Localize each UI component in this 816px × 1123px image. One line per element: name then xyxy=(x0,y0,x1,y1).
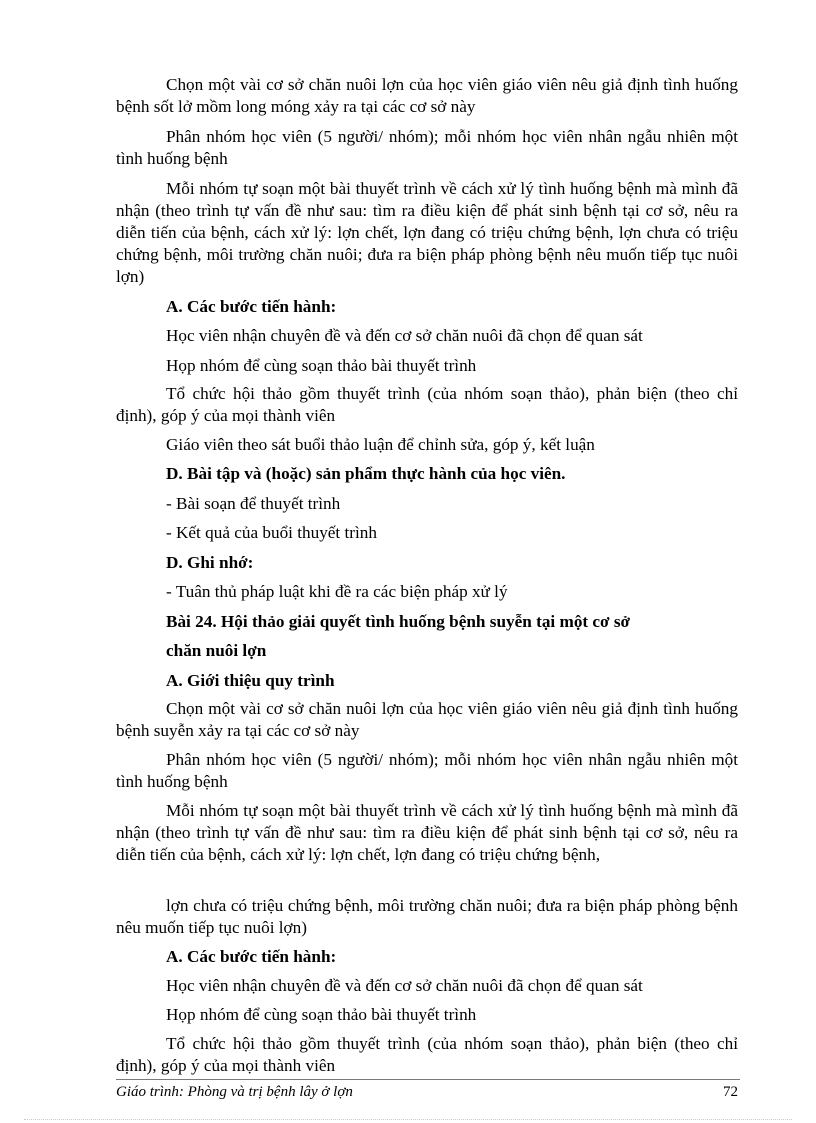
page-number: 72 xyxy=(723,1084,738,1100)
step-1-3: Tổ chức hội thảo gồm thuyết trình (của nhóm soạn thảo), phản biện (theo chỉ định), góp ý của mọi thành viên xyxy=(116,384,738,425)
paragraph-grouping-1: Phân nhóm học viên (5 người/ nhóm); mỗi nhóm học viên nhân ngẫu nhiên một tình huống bệnh xyxy=(116,127,738,168)
heading-steps-2: A. Các bước tiến hành: xyxy=(166,947,337,966)
paragraph-grouping-2: Phân nhóm học viên (5 người/ nhóm); mỗi nhóm học viên nhân ngẫu nhiên một tình huống bệnh xyxy=(116,750,738,791)
paragraph-presentation-1: Mỗi nhóm tự soạn một bài thuyết trình về cách xử lý tình huống bệnh mà mình đã nhận (theo trình tự vấn đề như sau: tìm ra điều kiện để phát sinh bệnh tại cơ sở, nêu ra diễn tiến của bệnh, cách xử lý: lợn chết, lợn đang có triệu chứng bệnh, lợn chưa có triệu chứng bệnh, môi trường chăn nuôi; đưa ra biện pháp phòng bệnh nêu muốn tiếp tục nuôi lợn) xyxy=(116,179,738,286)
heading-exercises: D. Bài tập và (hoặc) sản phẩm thực hành của học viên. xyxy=(166,464,566,483)
step-1-1: Học viên nhận chuyên đề và đến cơ sở chăn nuôi đã chọn để quan sát xyxy=(166,326,643,345)
exercise-item-1: - Bài soạn để thuyết trình xyxy=(166,494,341,513)
heading-notes: D. Ghi nhớ: xyxy=(166,553,254,572)
paragraph-presentation-2-cont: lợn chưa có triệu chứng bệnh, môi trường chăn nuôi; đưa ra biện pháp phòng bệnh nêu muốn tiếp tục nuôi lợn) xyxy=(116,896,738,937)
page-bottom-border xyxy=(24,1119,792,1120)
paragraph-intro-1: Chọn một vài cơ sở chăn nuôi lợn của học viên giáo viên nêu giả định tình huống bệnh sốt lở mồm long móng xảy ra tại các cơ sở này xyxy=(116,75,738,116)
paragraph-presentation-2: Mỗi nhóm tự soạn một bài thuyết trình về cách xử lý tình huống bệnh mà mình đã nhận (theo trình tự vấn đề như sau: tìm ra điều kiện để phát sinh bệnh tại cơ sở, nêu ra diễn tiến của bệnh, cách xử lý: lợn chết, lợn đang có triệu chứng bệnh, xyxy=(116,801,738,864)
step-2-2: Họp nhóm để cùng soạn thảo bài thuyết trình xyxy=(166,1005,477,1024)
lesson-title-line-1: Bài 24. Hội thảo giải quyết tình huống bệnh suyễn tại một cơ sở xyxy=(166,612,631,631)
note-item-1: - Tuân thủ pháp luật khi đề ra các biện pháp xử lý xyxy=(166,582,508,601)
paragraph-intro-2: Chọn một vài cơ sở chăn nuôi lợn của học viên giáo viên nêu giả định tình huống bệnh suyễn xảy ra tại các cơ sở này xyxy=(116,699,738,740)
step-1-4: Giáo viên theo sát buổi thảo luận để chỉnh sửa, góp ý, kết luận xyxy=(166,435,595,454)
step-2-3: Tổ chức hội thảo gồm thuyết trình (của nhóm soạn thảo), phản biện (theo chỉ định), góp ý của mọi thành viên xyxy=(116,1034,738,1075)
footer-divider xyxy=(116,1079,740,1080)
step-1-2: Họp nhóm để cùng soạn thảo bài thuyết trình xyxy=(166,356,477,375)
exercise-item-2: - Kết quả của buổi thuyết trình xyxy=(166,523,377,542)
heading-introduction: A. Giới thiệu quy trình xyxy=(166,671,335,690)
heading-steps-1: A. Các bước tiến hành: xyxy=(166,297,337,316)
step-2-1: Học viên nhận chuyên đề và đến cơ sở chăn nuôi đã chọn để quan sát xyxy=(166,976,643,995)
lesson-title-line-2: chăn nuôi lợn xyxy=(166,641,267,660)
footer-book-title: Giáo trình: Phòng và trị bệnh lây ở lợn xyxy=(116,1084,353,1100)
